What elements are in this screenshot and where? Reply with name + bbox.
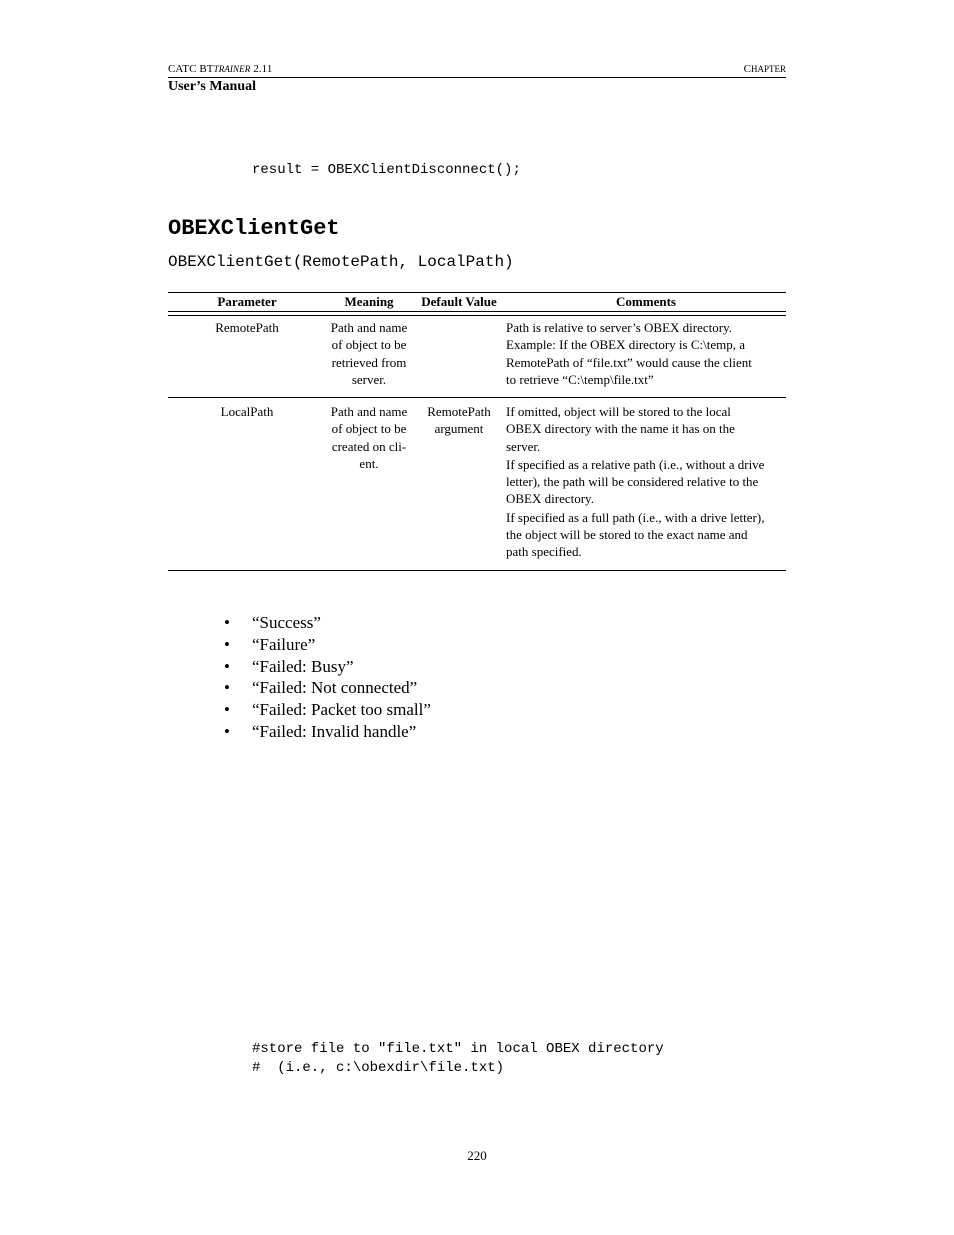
default-line: argument: [434, 421, 484, 437]
code-disconnect-example: result = OBEXClientDisconnect();: [252, 162, 521, 178]
header-rule: [168, 77, 786, 78]
meaning-line: Path and name: [330, 404, 408, 419]
comment-line: If specified as a full path (i.e., with a drive letter),: [506, 509, 765, 525]
comment-line: server.: [506, 438, 541, 454]
meaning-line: ent.: [359, 455, 379, 471]
list-item: [224, 656, 431, 678]
list-item: [224, 612, 431, 634]
running-header-subtitle: User’s Manual: [168, 79, 257, 94]
table-bottom-rule: [168, 570, 786, 571]
comment-line: Path is relative to server’s OBEX directory.: [506, 320, 732, 335]
list-item-text: “Failed: Invalid handle”: [252, 721, 417, 741]
header-parameter: Parameter: [217, 294, 277, 309]
comment-paragraph: [506, 319, 790, 388]
page-number: 220: [467, 1148, 487, 1163]
code-line: #store file to "file.txt" in local OBEX directory: [252, 1041, 664, 1057]
row-localpath-meaning: [324, 403, 414, 472]
list-item: [224, 634, 431, 656]
comment-line: If specified as a relative path (i.e., without a drive: [506, 456, 765, 472]
row-localpath-comments: [506, 403, 790, 561]
comment-line: the object will be stored to the exact name and: [506, 527, 748, 543]
header-comments: Comments: [616, 294, 676, 309]
comment-line: letter), the path will be considered relative to the: [506, 474, 759, 490]
bullet-icon: •: [224, 613, 230, 632]
code-get-example: [252, 1040, 664, 1078]
meaning-line: server.: [351, 371, 387, 387]
comment-paragraph: [506, 509, 790, 561]
code-line: # (i.e., c:\obexdir\file.txt): [252, 1060, 505, 1076]
header-meaning: Meaning: [344, 294, 394, 309]
row-localpath-default: [414, 403, 504, 438]
row-remotepath-meaning: [324, 319, 414, 388]
header-default-value: Default Value: [421, 294, 497, 309]
parameter-table: [168, 292, 786, 572]
bullet-icon: •: [224, 634, 230, 654]
meaning-line: of object to be: [331, 421, 407, 437]
list-item-text: “Success”: [252, 613, 321, 632]
comment-paragraph: [506, 456, 790, 508]
return-values-list: [224, 612, 431, 743]
table-header-rule-2: [168, 315, 786, 316]
list-item-text: “Failed: Busy”: [252, 656, 354, 676]
row-remotepath-parameter: RemotePath: [215, 320, 279, 335]
running-header-product: CATC BTTRAINER 2.11: [168, 63, 273, 75]
comment-line: path specified.: [506, 544, 582, 560]
comment-line: Example: If the OBEX directory is C:\temp, a: [506, 337, 745, 353]
table-row-divider: [168, 397, 786, 398]
bullet-icon: •: [224, 656, 230, 676]
meaning-line: Path and name: [330, 320, 408, 335]
list-item-text: “Failed: Packet too small”: [252, 700, 431, 720]
comment-line: to retrieve “C:\temp\file.txt”: [506, 371, 654, 387]
comment-line: OBEX directory with the name it has on the: [506, 421, 735, 437]
comment-line: OBEX directory.: [506, 491, 594, 507]
list-item: [224, 721, 431, 743]
bullet-icon: •: [224, 700, 230, 720]
list-item: [224, 699, 431, 721]
comment-line: If omitted, object will be stored to the local: [506, 404, 731, 419]
list-item-text: “Failure”: [252, 634, 316, 654]
function-signature: OBEXClientGet(RemotePath, LocalPath): [168, 253, 514, 271]
comment-paragraph: [506, 403, 790, 455]
function-heading: OBEXClientGet: [168, 216, 340, 241]
row-remotepath-comments: [506, 319, 790, 388]
row-localpath-parameter: LocalPath: [220, 404, 274, 419]
default-line: RemotePath: [427, 404, 491, 419]
meaning-line: retrieved from: [331, 354, 407, 370]
meaning-line: of object to be: [331, 337, 407, 353]
comment-line: RemotePath of “file.txt” would cause the client: [506, 354, 752, 370]
bullet-icon: •: [224, 721, 230, 741]
list-item-text: “Failed: Not connected”: [252, 678, 418, 698]
table-header-rule-1: [168, 311, 786, 312]
bullet-icon: •: [224, 678, 230, 698]
running-header-chapter: CHAPTER: [743, 63, 786, 75]
product-smallcaps: TRAINER: [213, 64, 251, 74]
meaning-line: created on cli-: [331, 438, 407, 454]
list-item: [224, 677, 431, 699]
